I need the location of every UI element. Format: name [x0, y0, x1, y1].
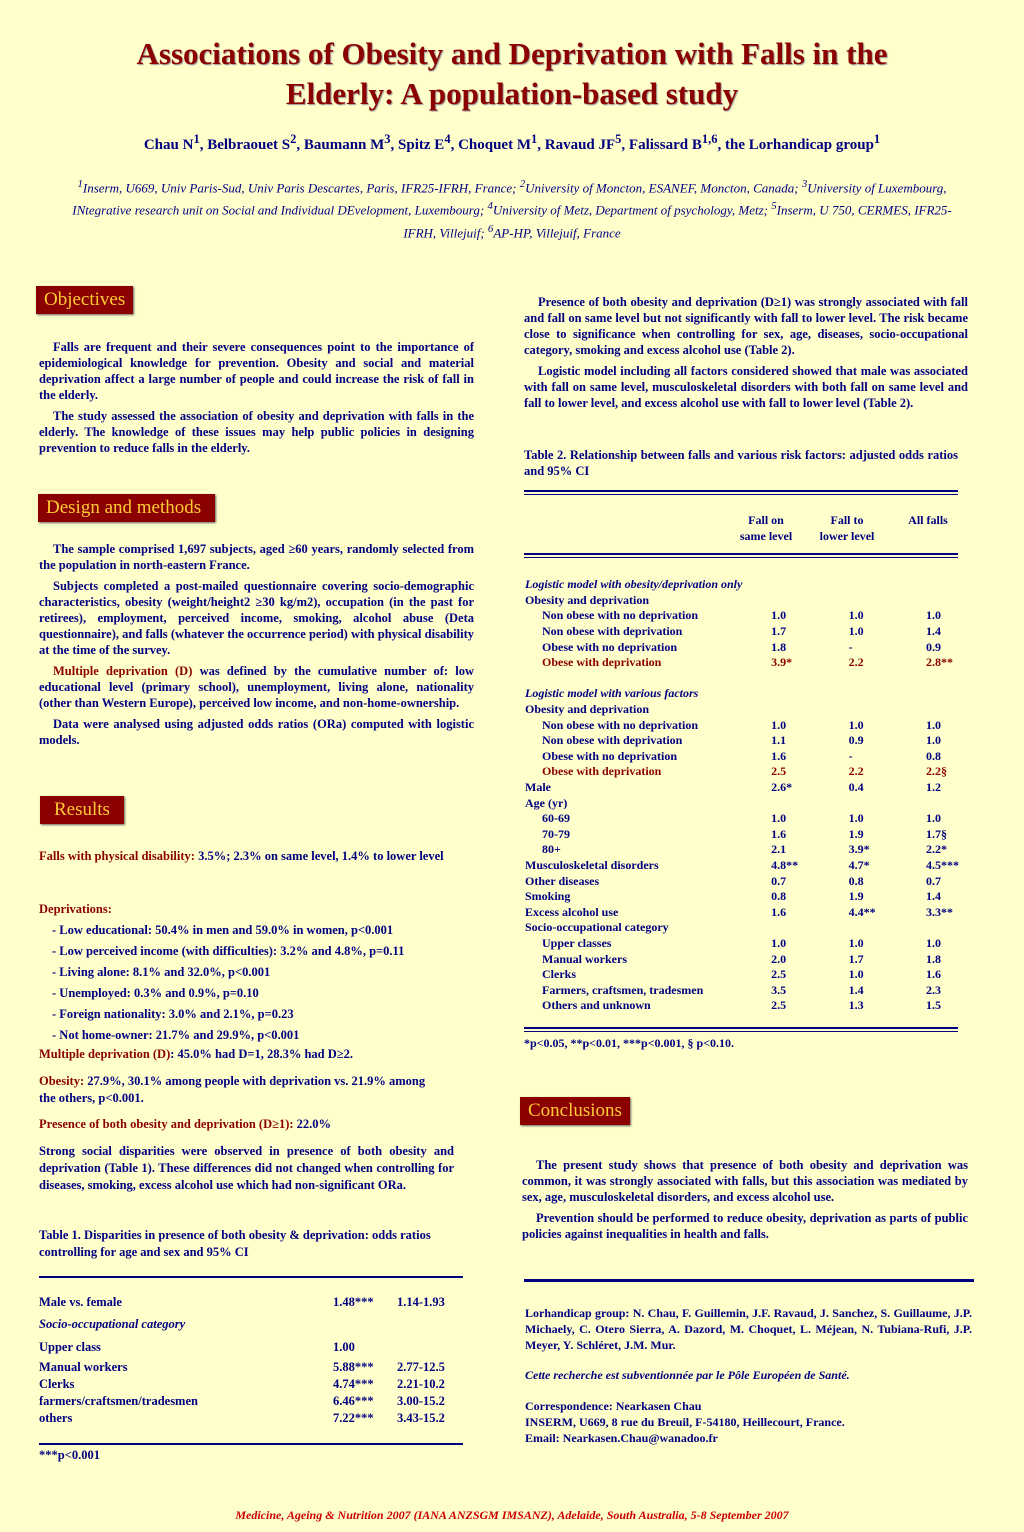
deprivations-label: Deprivations:: [39, 902, 112, 916]
table2-row-label: Clerks: [542, 967, 576, 982]
table1-cell-ci: [397, 1336, 463, 1359]
table2-cell-value: 2.6*: [771, 780, 793, 795]
results-discussion-paragraph-2: Logistic model including all factors considered showed that male was associated with fall on same level, musculoskeletal disorders with both fall on same level and fall to lower level, and excess alcohol use with fall to lower level (Table 2).: [524, 364, 968, 410]
table1-cell-label: others: [39, 1411, 73, 1425]
affiliation-number: 2: [519, 178, 526, 190]
table2-row-label: Manual workers: [542, 951, 627, 966]
conclusions-paragraph-2: Prevention should be performed to reduce obesity, deprivation as parts of public policies against inequalities in health and falls.: [522, 1211, 968, 1241]
table2-row-label: Logistic model with various factors: [525, 686, 699, 701]
table2-cell-value: -: [848, 639, 853, 654]
table-row: [525, 904, 959, 920]
table-row: [525, 702, 959, 718]
table2-cell-value: 1.8: [771, 639, 787, 654]
affiliation-text: Inserm, U669, Univ Paris-Sud, Univ Paris Descartes, Paris, IFR25-IFRH, France;: [82, 180, 520, 196]
table-row: [39, 1291, 463, 1313]
table2-cell-value: 1.0: [771, 608, 787, 623]
table1-cell-ci: 2.77-12.5: [397, 1360, 445, 1374]
author-affiliation-number: 1: [873, 132, 881, 146]
table1-cell-or: 1.48***: [333, 1294, 374, 1309]
table2-cell-value: -: [848, 748, 853, 763]
table-row: [525, 842, 959, 858]
table-row: [39, 1393, 463, 1410]
table2-cell-value: 1.0: [926, 733, 941, 748]
table2-col-lower-level: [805, 512, 889, 544]
table2-cell-value: 1.0: [848, 811, 864, 826]
affiliations: [60, 175, 964, 242]
table1-cell-label: Clerks: [39, 1377, 75, 1391]
affiliation-text: University of Moncton, ESANEF, Moncton, Canada;: [525, 180, 802, 196]
results-discussion-paragraph-1: Presence of both obesity and deprivation (D≥1) was strongly associated with fall and fall on same level but not significantly with fall to lower level. The risk became close to significance when controlling for sex, age, diseases, socio-occupational category, smoking and excess alcohol use (Table 2).: [524, 295, 968, 357]
conclusions-text: [522, 1157, 968, 1247]
table2-row-label: 60-69: [542, 811, 570, 826]
table1-footnote: ***p<0.001: [39, 1448, 100, 1462]
table2-cell-value: 1.6: [926, 967, 941, 982]
table2-cell-value: 1.4: [848, 982, 864, 997]
table2: [525, 577, 959, 1014]
table2-cell-value: 0.8: [926, 748, 941, 763]
table1-caption: Table 1. Disparities in presence of both obesity & deprivation: odds ratios controlling for age and sex and 95% CI: [39, 1228, 431, 1259]
design-paragraph-3: [39, 663, 474, 711]
objectives-paragraph-1: Falls are frequent and their severe consequences point to the importance of epidemiological knowledge for prevention. Obesity and social and material deprivation affect a large number of people and could increase the risk of fall in the elderly.: [39, 340, 474, 402]
affiliation-number: 1: [77, 178, 83, 190]
table-row: [525, 873, 959, 889]
table2-row-label: Non obese with no deprivation: [542, 608, 699, 623]
table2-body: [525, 577, 959, 1014]
table-row: [525, 967, 959, 983]
table2-row-label: Obesity and deprivation: [525, 702, 650, 717]
table2-cell-value: 1.0: [848, 967, 864, 982]
table2-row-label: Age (yr): [525, 795, 568, 810]
table1-body: [39, 1359, 463, 1427]
table-row: [525, 858, 959, 874]
affiliation-number: 5: [771, 200, 777, 213]
table2-cell-value: 1.0: [848, 717, 864, 732]
disparities-text: Strong social disparities were observed in presence of both obesity and deprivation (Table 1). These differences did not changed when controlling for diseases, smoking, excess alcohol use which had non-significant ORa.: [39, 1144, 454, 1192]
table2-row-label: Others and unknown: [542, 998, 651, 1013]
table2-row-label: Obese with deprivation: [542, 764, 662, 779]
table2-cell-value: 1.5: [926, 998, 941, 1013]
conclusions-rule: [524, 1279, 974, 1282]
list-item: - Unemployed: 0.3% and 0.9%, p=0.10: [52, 986, 259, 1000]
table2-cell-value: 0.8: [771, 889, 787, 904]
table-row: [525, 686, 959, 702]
table2-cell-value: 2.3: [926, 982, 941, 997]
col-line-2: lower level: [819, 529, 875, 543]
table1-cell-or: 1.00: [333, 1340, 355, 1354]
design-text: [39, 541, 474, 753]
obesity-value: 27.9%, 30.1% among people with deprivation vs. 21.9% among the others, p<0.001.: [39, 1074, 426, 1105]
both-value: 22.0%: [293, 1117, 332, 1131]
table2-cell-value: 1.8: [926, 951, 941, 966]
table-row: [525, 982, 959, 998]
table-row: [39, 1410, 463, 1427]
table2-cell-value: 3.3**: [926, 904, 953, 919]
table-row: [525, 624, 959, 640]
table2-row-label: Obese with no deprivation: [542, 639, 678, 654]
author-affiliation-number: 4: [444, 132, 451, 146]
table2-footnote: *p<0.05, **p<0.01, ***p<0.001, § p<0.10.: [524, 1036, 735, 1050]
affiliation-text: Inserm, U 750, CERMES, IFR25-IFRH, Villejuif;: [403, 202, 952, 240]
table2-row-label: Excess alcohol use: [525, 904, 619, 919]
author-list: Chau $N^1$, Belbraouet $S^2$, Baumann $M^3$, Spitz $E^4$, Choquet $M^1$, Ravaud $JF^5$, Falissard B$^{1,6}$, the Lorhandicap group$^1$: [143, 132, 881, 153]
table2-cell-value: 1.3: [848, 998, 864, 1013]
table2-row-label: Musculoskeletal disorders: [525, 857, 659, 872]
deprivation-items: [39, 920, 479, 1046]
table2-row-label: Smoking: [525, 889, 571, 904]
affiliation-number: 4: [487, 200, 493, 213]
affiliation-text: University of Luxembourg, INtegrative research unit on Social and Individual DEvelopment, Luxembourg;: [72, 180, 947, 218]
table2-cell-value: 1.0: [771, 811, 787, 826]
table2-row-label: 70-79: [542, 826, 570, 841]
table2-cell-value: 2.5: [771, 998, 787, 1013]
table2-row-label: Other diseases: [525, 873, 600, 888]
table2-row-label: Male: [525, 780, 551, 795]
table2-cell-value: 4.8**: [771, 857, 799, 872]
affiliation-number: 6: [487, 222, 494, 235]
table1-socio-label: Socio-occupational category: [39, 1317, 186, 1331]
table2-cell-value: 1.0: [771, 717, 787, 732]
design-paragraph-4: Data were analysed using adjusted odds ratios (ORa) computed with logistic models.: [39, 717, 474, 747]
table2-row-label: Non obese with deprivation: [542, 733, 683, 748]
table2-row-label: Non obese with deprivation: [542, 624, 683, 639]
table2-header-rule: [524, 553, 958, 558]
table-row: [525, 593, 959, 609]
conclusions-paragraph-1: The present study shows that presence of both obesity and deprivation was common, it was strongly associated with falls, but this association was mediated by sex, age, musculoskeletal disorders, and excess alcohol use.: [522, 1158, 968, 1204]
table2-cell-value: 2.5: [771, 967, 787, 982]
design-paragraph-1: The sample comprised 1,697 subjects, aged ≥60 years, randomly selected from the population in north-eastern France.: [39, 542, 474, 572]
multiple-deprivation-label: Multiple deprivation (D): [53, 664, 193, 678]
table1: [39, 1291, 463, 1427]
table1-cell-or: 7.22***: [333, 1411, 374, 1425]
correspondence-address: INSERM, U669, 8 rue du Breuil, F-54180, Heillecourt, France.: [525, 1415, 845, 1429]
multiple-deprivation-definition: was defined by the cumulative number of: low educational level (primary school), unemployment, living alone, nationality (other than Western Europe), perceived low income, and non-home-ownership.: [39, 664, 474, 710]
affiliation-text: University of Metz, Department of psychology, Metz;: [492, 202, 772, 218]
table-row: [525, 655, 959, 671]
author-name: Baumann M: [303, 137, 385, 153]
table-row: [525, 951, 959, 967]
table1-cell-ci: 2.21-10.2: [397, 1377, 445, 1391]
table2-cell-value: 1.6: [771, 904, 787, 919]
table2-cell-value: 2.2*: [926, 842, 947, 857]
table2-cell-value: 2.2§: [926, 764, 947, 779]
table1-cell-label: farmers/craftsmen/tradesmen: [39, 1394, 198, 1408]
table2-cell-value: 1.0: [771, 935, 787, 950]
table2-cell-value: 1.4: [926, 624, 941, 639]
objectives-text: [39, 339, 474, 461]
table2-row-label: Obesity and deprivation: [525, 592, 650, 607]
conference-footer: Medicine, Ageing & Nutrition 2007 (IANA ANZSGM IMSANZ), Adelaide, South Australia, 5-8 September 2007: [235, 1508, 789, 1522]
table2-cell-value: 1.0: [848, 608, 864, 623]
falls-label: Falls with physical disability:: [39, 849, 195, 863]
table2-cell-value: 1.7: [848, 951, 864, 966]
table1-cell-or: 4.74***: [333, 1377, 374, 1391]
correspondence-name: Correspondence: Nearkasen Chau: [525, 1399, 702, 1413]
falls-result: [39, 848, 459, 865]
table2-cell-value: 1.4: [926, 889, 941, 904]
table2-col-all-falls: All falls: [908, 513, 948, 527]
author-affiliation-number: 1: [530, 132, 538, 146]
table2-cell-value: 4.5***: [926, 857, 959, 872]
table2-cell-value: 0.7: [926, 873, 941, 888]
obesity-result: [39, 1073, 439, 1107]
table2-cell-value: 1.7: [771, 624, 787, 639]
table-row: [525, 608, 959, 624]
table-row: [525, 920, 959, 936]
table1-top-rule: [39, 1276, 463, 1278]
table2-cell-value: 3.9*: [771, 655, 793, 670]
col-line-1: Fall on: [748, 513, 784, 527]
multiple-deprivation-result: [39, 1046, 479, 1063]
table2-cell-value: 2.5: [771, 764, 787, 779]
table2-cell-value: 2.0: [771, 951, 787, 966]
author-affiliation-number: 1,6: [701, 132, 718, 146]
multi-label: Multiple deprivation (D): [39, 1047, 171, 1061]
affiliation-number: 3: [801, 178, 808, 190]
table1-bottom-rule: [39, 1443, 463, 1445]
author-name: Chau N: [143, 137, 194, 153]
table1-cell-ci: 3.00-15.2: [397, 1394, 445, 1408]
table-row: [39, 1336, 463, 1359]
table2-row-label: Socio-occupational category: [525, 920, 669, 935]
table2-col-same-level: [724, 512, 808, 544]
table2-cell-value: 1.0: [926, 935, 941, 950]
table1-cell-ci: 3.43-15.2: [397, 1411, 445, 1425]
table-row: [525, 827, 959, 843]
table1-cell-label: Male vs. female: [39, 1294, 122, 1309]
author-affiliation-number: 1: [193, 132, 200, 146]
table2-cell-value: 0.4: [848, 780, 864, 795]
author-name: Spitz E: [398, 137, 445, 153]
author-name: Belbraouet S: [207, 137, 291, 153]
table1-cell-or: 6.46***: [333, 1394, 374, 1408]
design-paragraph-2: Subjects completed a post-mailed questionnaire covering socio-demographic characteristics, obesity (weight/height2 ≥30 kg/m2), occupation (in the past for retirees), employment, perceived income, smoking, alcohol abuse (Deta questionnaire), and falls (whatever the occurrence period) with physical disability at the time of the survey.: [39, 579, 474, 657]
table-row: [525, 889, 959, 905]
table2-row-label: Upper classes: [542, 935, 612, 950]
title-line-2: Elderly: A population-based study: [285, 76, 739, 111]
table2-cell-value: 2.2: [848, 764, 864, 779]
table2-top-rule: [524, 490, 958, 495]
table-row: [525, 671, 959, 687]
table2-cell-value: 1.0: [848, 935, 864, 950]
design-header: Design and methods: [38, 494, 215, 522]
table2-row-label: 80+: [542, 842, 561, 857]
author-name: Ravaud JF: [544, 137, 616, 153]
list-item: - Living alone: 8.1% and 32.0%, p<0.001: [52, 965, 271, 979]
affiliation-text: AP-HP, Villejuif, France: [493, 224, 621, 240]
col-line-1: Fall to: [830, 513, 864, 527]
conclusions-header: Conclusions: [520, 1097, 630, 1125]
table2-cell-value: 1.9: [848, 826, 864, 841]
col-line-2: same level: [739, 529, 793, 543]
table2-row-label: Obese with deprivation: [542, 655, 662, 670]
table2-row-label: Non obese with no deprivation: [542, 717, 699, 732]
table-row: [39, 1376, 463, 1393]
table2-cell-value: 2.2: [848, 655, 864, 670]
both-result: [39, 1116, 459, 1133]
table-row: [39, 1359, 463, 1376]
funding-note: Cette recherche est subventionnée par le Pôle Européen de Santé.: [525, 1368, 850, 1382]
table2-cell-value: 2.1: [771, 842, 787, 857]
table2-cell-value: 4.7*: [848, 857, 870, 872]
falls-value: 3.5%; 2.3% on same level, 1.4% to lower level: [194, 849, 444, 863]
objectives-paragraph-2: The study assessed the association of obesity and deprivation with falls in the elderly. The knowledge of these issues may help public policies in designing prevention to reduce falls in the elderly.: [39, 409, 474, 455]
table-row: [525, 749, 959, 765]
table2-cell-value: 0.8: [848, 873, 864, 888]
deprivations-list: [39, 899, 479, 1046]
table2-row-label: Obese with no deprivation: [542, 748, 678, 763]
table2-cell-value: 1.1: [771, 733, 787, 748]
table2-cell-value: 1.0: [926, 608, 941, 623]
table-row: [525, 764, 959, 780]
table1-cell-ci: 1.14-1.93: [397, 1294, 445, 1309]
objectives-header: Objectives: [36, 286, 133, 314]
author-name: the Lorhandicap group: [724, 137, 874, 153]
table2-cell-value: 0.9: [926, 639, 941, 654]
table2-cell-value: 1.2: [926, 780, 941, 795]
table-row: [525, 733, 959, 749]
table2-cell-value: 1.0: [926, 717, 941, 732]
table2-row-label: [525, 671, 959, 687]
table-row: [525, 717, 959, 733]
table2-cell-value: 2.8**: [926, 655, 953, 670]
author-affiliation-number: 5: [615, 132, 622, 146]
title-line-1: Associations of Obesity and Deprivation with Falls in the: [136, 36, 888, 71]
table-row: [525, 639, 959, 655]
table2-cell-value: 0.7: [771, 873, 787, 888]
table2-cell-value: 1.0: [926, 811, 941, 826]
table2-row-label: Logistic model with obesity/deprivation only: [525, 577, 743, 592]
list-item: - Low educational: 50.4% in men and 59.0% in women, p<0.001: [52, 923, 394, 937]
table2-cell-value: 3.5: [771, 982, 787, 997]
poster-title: [40, 34, 984, 114]
correspondence-email[interactable]: Email: Nearkasen.Chau@wanadoo.fr: [525, 1431, 718, 1445]
obesity-label: Obesity:: [39, 1074, 85, 1088]
lorhandicap-group: Lorhandicap group: N. Chau, F. Guillemin, J.F. Ravaud, J. Sanchez, S. Guillaume, J.P. Michaely, C. Otero Sierra, A. Dazord, M. Choquet, L. Méjean, N. Tubiana-Rufi, J.P. Meyer, Y. Schléret, J.M. Mur.: [525, 1306, 972, 1352]
correspondence: [525, 1398, 845, 1446]
table1-cell-label: Manual workers: [39, 1360, 128, 1374]
table2-bottom-rule: [524, 1027, 958, 1032]
table2-cell-value: 3.9*: [848, 842, 870, 857]
list-item: - Not home-owner: 21.7% and 29.9%, p<0.001: [52, 1028, 300, 1042]
table-row: [39, 1313, 463, 1336]
table2-cell-value: 1.0: [848, 624, 864, 639]
results-header: Results: [40, 796, 124, 824]
list-item: - Foreign nationality: 3.0% and 2.1%, p=0.23: [52, 1007, 294, 1021]
table2-caption: Table 2. Relationship between falls and various risk factors: adjusted odds ratios and 95% CI: [524, 448, 958, 478]
table1-cell-or: 5.88***: [333, 1360, 374, 1374]
table2-cell-value: 4.4**: [848, 904, 876, 919]
table-row: [525, 936, 959, 952]
table-row: [525, 780, 959, 796]
table2-row-label: Farmers, craftsmen, tradesmen: [542, 982, 704, 997]
author-affiliation-number: 3: [384, 132, 391, 146]
table2-cell-value: 1.7§: [926, 826, 947, 841]
author-name: Choquet M: [458, 137, 531, 153]
table1-cell-label: Upper class: [39, 1340, 101, 1354]
table-row: [525, 795, 959, 811]
table2-cell-value: 1.6: [771, 748, 787, 763]
table-row: [525, 811, 959, 827]
table-row: [525, 998, 959, 1014]
table-row: [525, 577, 959, 593]
table2-cell-value: 0.9: [848, 733, 864, 748]
results-discussion: [524, 294, 968, 416]
author-name: Falissard B: [628, 137, 702, 153]
table2-cell-value: 1.9: [848, 889, 864, 904]
author-affiliation-number: 2: [290, 132, 297, 146]
multi-value: : 45.0% had D=1, 28.3% had D≥2.: [170, 1047, 354, 1061]
both-label: Presence of both obesity and deprivation (D≥1):: [39, 1117, 294, 1131]
table2-cell-value: 1.6: [771, 826, 787, 841]
list-item: - Low perceived income (with difficulties): 3.2% and 4.8%, p=0.11: [52, 944, 405, 958]
